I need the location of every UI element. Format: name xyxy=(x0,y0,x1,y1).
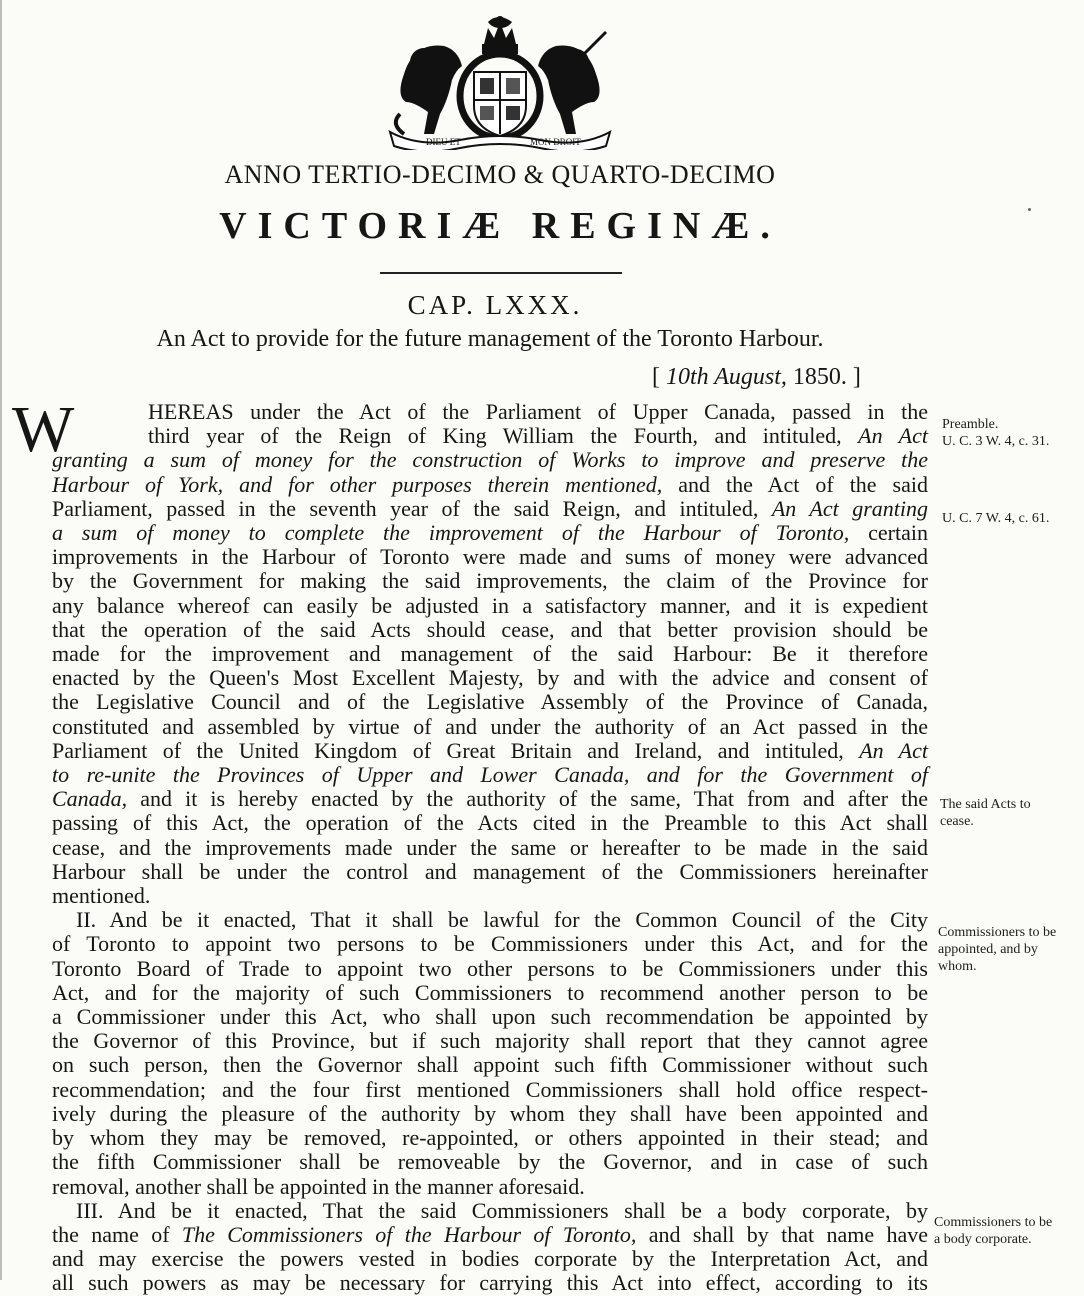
body-text-segment: Canada, xyxy=(52,786,128,812)
body-line xyxy=(52,400,928,424)
margin-note-statute-ref: U. C. 7 W. 4, c. 61. xyxy=(942,511,1050,526)
body-text-segment: all such powers as may be necessary for carrying this Act into effect, according to its xyxy=(52,1270,928,1296)
body-line xyxy=(52,981,928,1005)
divider-rule xyxy=(380,272,622,274)
body-text-segment: An Act xyxy=(858,423,928,449)
body-line xyxy=(52,594,928,618)
chapter-number: CAP. LXXX. xyxy=(407,290,583,320)
shield-icon xyxy=(460,54,540,138)
body-text-segment: a sum of money to complete the improvement of the Harbour of Toronto, xyxy=(52,520,850,546)
body-line xyxy=(52,836,928,860)
body-text-segment: a Commissioner under this Act, who shall upon such recommendation be appointed by xyxy=(52,1004,928,1030)
body-line xyxy=(52,618,928,642)
body-line xyxy=(52,448,928,472)
body-line xyxy=(52,1053,928,1077)
body-text-segment: Act, and for the majority of such Commissioners to recommend another person to be xyxy=(52,979,928,1005)
body-text-segment: and may exercise the powers vested in bodies corporate by the Interpretation Act, and xyxy=(52,1246,928,1272)
body-line xyxy=(52,811,928,835)
body-text-segment: cease, and the improvements made under the same or hereafter to be made in the said xyxy=(52,834,928,860)
act-title: An Act to provide for the future management of the Toronto Harbour. xyxy=(156,326,824,352)
lion-supporter-icon xyxy=(396,46,462,134)
body-text-segment: Parliament of the United Kingdom of Great Britain and Ireland, and intituled, xyxy=(52,737,860,763)
body-line xyxy=(52,715,928,739)
body-line xyxy=(52,1247,928,1271)
body-text-segment: any balance whereof can easily be adjusted in a satisfactory manner, and it is expedient xyxy=(52,592,928,618)
body-line xyxy=(52,787,928,811)
regnal-year-heading: ANNO TERTIO-DECIMO & QUARTO-DECIMO xyxy=(224,160,776,189)
body-line xyxy=(52,932,928,956)
body-text-segment: constituted and assembled by virtue of and under the authority of an Act passed in the xyxy=(52,713,928,739)
body-text-segment: the Legislative Council and of the Legislative Assembly of the Province of Canada, xyxy=(52,689,928,715)
body-text-segment: HEREAS under the Act of the Parliament of Upper Canada, passed in the xyxy=(148,399,928,424)
body-text-segment: certain xyxy=(849,520,928,546)
body-line xyxy=(52,739,928,763)
body-text-segment: and shall by that name have xyxy=(636,1221,928,1247)
sovereign-heading: VICTORIÆ REGINÆ. xyxy=(219,205,781,247)
assent-date: [ 10th August, 1850. ] xyxy=(652,364,861,390)
body-text-segment: by whom they may be removed, re-appointed, or others appointed in their stead; and xyxy=(52,1125,928,1151)
body-line xyxy=(52,908,928,932)
body-text-segment: ively during the pleasure of the authority by whom they shall have been appointed and xyxy=(52,1100,928,1126)
body-text-segment: An Act granting xyxy=(771,495,928,521)
body-line xyxy=(52,1126,928,1150)
body-text-segment: third year of the Reign of King William the Fourth, and intituled, xyxy=(148,423,859,449)
body-line xyxy=(52,763,928,787)
body-line xyxy=(52,642,928,666)
body-line xyxy=(52,473,928,497)
body-text-segment: and it is hereby enacted by the authority of the same, That from and after the xyxy=(127,786,928,812)
body-text-segment: that the operation of the said Acts should cease, and that better provision should be xyxy=(52,616,928,642)
body-text-segment: II. And be it enacted, That it shall be lawful for the Common Council of the City xyxy=(76,907,928,933)
body-text-segment: mentioned. xyxy=(52,883,151,909)
body-line xyxy=(52,1005,928,1029)
motto-right: MON DROIT xyxy=(530,137,581,147)
crest-lion-icon xyxy=(488,17,512,28)
body-text-segment: removal, another shall be appointed in the manner aforesaid. xyxy=(52,1173,585,1199)
drop-cap: W xyxy=(12,393,75,466)
body-text-segment: Parliament, passed in the seventh year of the said Reign, and intituled, xyxy=(52,495,772,521)
body-text-segment: made for the improvement and management of the said Harbour: Be it therefore xyxy=(52,641,928,667)
body-line xyxy=(52,957,928,981)
body-line xyxy=(52,1271,928,1295)
margin-note-commissioners-appointed: Commissioners to be appointed, and by whom. xyxy=(938,925,1057,974)
royal-coat-of-arms xyxy=(384,14,616,150)
body-text-segment: III. And be it enacted, That the said Commissioners shall be a body corporate, by xyxy=(76,1197,928,1223)
body-text-segment: the fifth Commissioner shall be removeable by the Governor, and in case of such xyxy=(52,1149,928,1175)
body-line xyxy=(52,1078,928,1102)
unicorn-supporter-icon xyxy=(538,32,606,134)
page-edge xyxy=(0,0,2,1280)
margin-note-body-corporate: Commissioners to be a body corporate. xyxy=(934,1215,1053,1247)
act-body xyxy=(52,400,928,1296)
body-text-segment: Harbour of York, and for other purposes therein mentioned, xyxy=(52,471,663,497)
body-line xyxy=(52,884,928,908)
body-text-segment: granting a sum of money for the construction of Works to improve and preserve the xyxy=(52,447,928,473)
body-text-segment: The Commissioners of the Harbour of Toronto, xyxy=(181,1221,637,1247)
body-text-segment: by the Government for making the said improvements, the claim of the Province for xyxy=(52,568,928,594)
body-line xyxy=(52,424,928,448)
body-line xyxy=(52,1150,928,1174)
body-text-segment: of Toronto to appoint two persons to be Commissioners under this Act, and for the xyxy=(52,931,928,957)
body-line xyxy=(52,569,928,593)
body-text-segment: on such person, then the Governor shall appoint such fifth Commissioner without such xyxy=(52,1052,928,1078)
margin-note-preamble: Preamble. U. C. 3 W. 4, c. 31. xyxy=(942,417,1050,449)
body-text-segment: to re-unite the Provinces of Upper and Lower Canada, and for the Government of xyxy=(52,762,928,788)
body-text-segment: An Act xyxy=(859,737,928,763)
body-line xyxy=(52,497,928,521)
body-text-segment: the Governor of this Province, but if such majority shall report that they cannot agree xyxy=(52,1028,928,1054)
body-line xyxy=(52,1223,928,1247)
body-text-segment: improvements in the Harbour of Toronto were made and sums of money were advanced xyxy=(52,544,928,570)
body-text-segment: recommendation; and the four first mentioned Commissioners shall hold office respect- xyxy=(52,1076,928,1102)
body-line xyxy=(52,860,928,884)
body-line xyxy=(52,666,928,690)
body-line xyxy=(52,1029,928,1053)
body-text-segment: enacted by the Queen's Most Excellent Majesty, by and with the advice and consent of xyxy=(52,665,928,691)
motto-left: DIEU ET xyxy=(426,137,461,147)
body-line xyxy=(52,521,928,545)
body-line xyxy=(52,1102,928,1126)
body-text-segment: the name of xyxy=(52,1221,182,1247)
body-line xyxy=(52,545,928,569)
margin-note-acts-cease: The said Acts to cease. xyxy=(940,797,1031,829)
body-text-segment: Toronto Board of Trade to appoint two other persons to be Commissioners under this xyxy=(52,955,928,981)
body-text-segment: and the Act of the said xyxy=(662,471,928,497)
paper-speck xyxy=(1028,208,1031,211)
body-text-segment: passing of this Act, the operation of the Acts cited in the Preamble to this Act shall xyxy=(52,810,928,836)
body-line xyxy=(52,1199,928,1223)
body-line xyxy=(52,690,928,714)
body-line xyxy=(52,1175,928,1199)
body-text-segment: Harbour shall be under the control and management of the Commissioners hereinafter xyxy=(52,858,928,884)
